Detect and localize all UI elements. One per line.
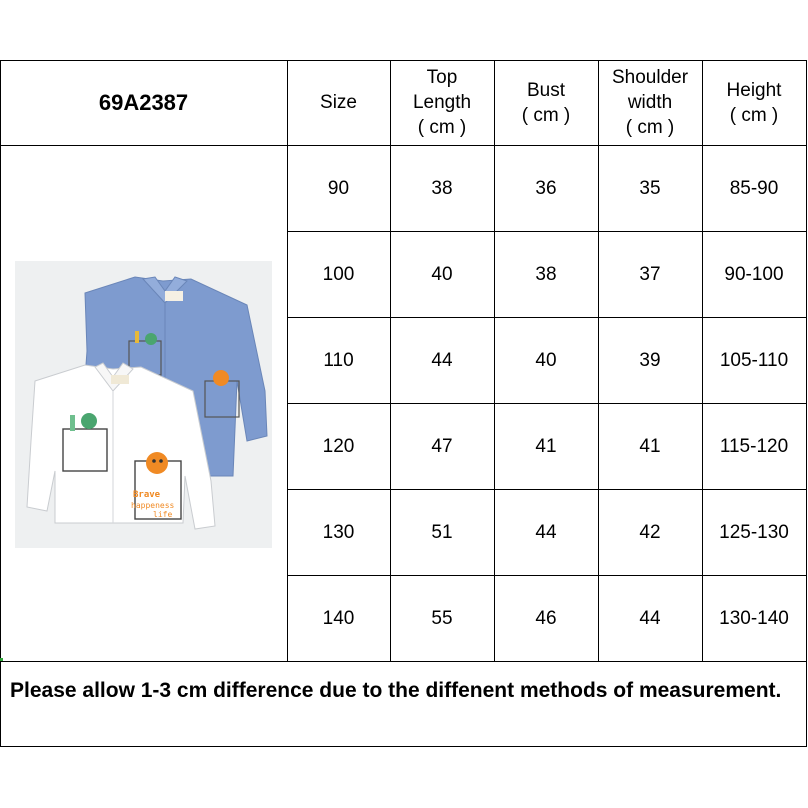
cell-bust: 41 — [535, 435, 557, 457]
corner-mark — [0, 658, 3, 661]
cell-size: 120 — [322, 435, 355, 457]
cell-top-length: 51 — [431, 521, 453, 543]
header-unit: ( cm ) — [625, 117, 675, 138]
cell-top-length: 44 — [431, 349, 453, 371]
cell-height: 130-140 — [719, 607, 789, 629]
cell-size: 140 — [322, 607, 355, 629]
cell-top-length: 40 — [431, 263, 453, 285]
cell-shoulder: 35 — [639, 177, 661, 199]
header-text: width — [627, 92, 673, 113]
cell-size: 110 — [323, 349, 354, 371]
cell-bust: 40 — [535, 349, 557, 371]
header-unit: ( cm ) — [729, 104, 779, 126]
shirt-print-text: life — [153, 510, 173, 519]
header-unit: ( cm ) — [417, 117, 467, 138]
header-text: Top — [426, 67, 458, 88]
header-height — [702, 60, 806, 145]
cell-height: 90-100 — [724, 263, 784, 285]
grid-line — [806, 60, 807, 747]
cell-top-length: 47 — [431, 435, 453, 457]
grid-line — [0, 60, 1, 747]
header-text: Length — [412, 92, 472, 113]
header-size: Size — [320, 91, 357, 113]
cell-height: 85-90 — [729, 177, 779, 199]
header-shoulder-width — [598, 60, 702, 145]
cell-bust: 36 — [535, 177, 557, 199]
cell-shoulder: 39 — [639, 349, 661, 371]
cell-height: 115-120 — [719, 435, 789, 457]
cell-top-length: 55 — [431, 607, 453, 629]
header-bust — [494, 60, 598, 145]
cell-size: 100 — [322, 263, 355, 285]
cell-bust: 46 — [535, 607, 557, 629]
product-photo — [15, 261, 272, 548]
cell-bust: 38 — [535, 263, 557, 285]
grid-line — [0, 746, 806, 747]
header-unit: ( cm ) — [521, 104, 571, 126]
cell-height: 105-110 — [719, 349, 789, 371]
grid-line — [0, 661, 806, 662]
note-text: Please allow 1-3 cm difference due to the diffenent methods of measurement. — [10, 679, 782, 702]
shirt-print-text: Brave — [133, 490, 161, 500]
header-text: Height — [726, 79, 782, 101]
header-text: Bust — [526, 79, 566, 101]
cell-bust: 44 — [535, 521, 557, 543]
header-text: Shoulder — [611, 67, 689, 88]
cell-shoulder: 42 — [639, 521, 661, 543]
cell-shoulder: 41 — [639, 435, 661, 457]
cell-size: 90 — [327, 177, 350, 199]
shirt-photo-icon — [15, 261, 272, 548]
header-top-length — [390, 60, 494, 145]
cell-size: 130 — [322, 521, 355, 543]
model-number: 69A2387 — [98, 89, 189, 115]
measurement-note — [6, 676, 796, 705]
cell-shoulder: 44 — [639, 607, 661, 629]
shirt-print-text: happeness — [131, 501, 175, 510]
cell-shoulder: 37 — [639, 263, 661, 285]
cell-top-length: 38 — [431, 177, 453, 199]
cell-height: 125-130 — [719, 521, 789, 543]
